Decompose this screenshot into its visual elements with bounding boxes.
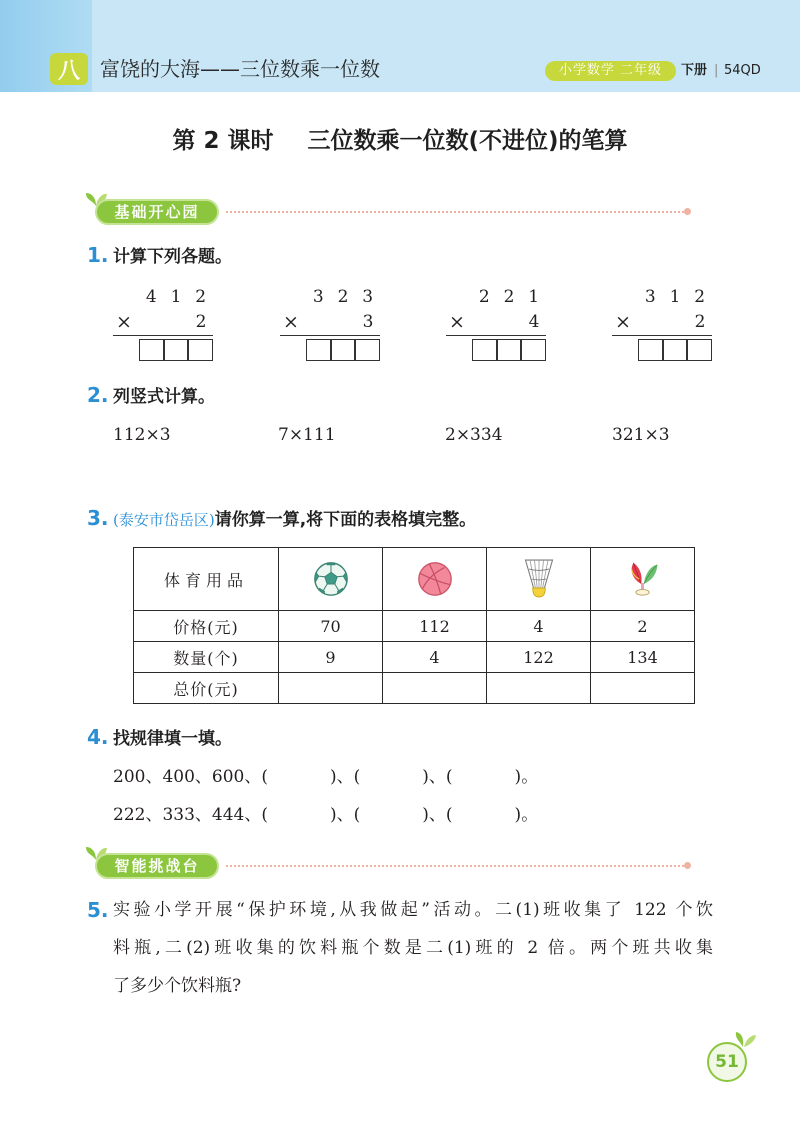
edition-code: 54QD xyxy=(724,63,761,78)
expression: 2×334 xyxy=(445,425,503,445)
multiplicand-digit: 2 xyxy=(195,287,207,307)
number-sequence xyxy=(113,803,538,827)
table-header-cell xyxy=(134,548,279,611)
expression: 321×3 xyxy=(612,425,670,445)
question-prompt: 请你算一算,将下面的表格填完整。 xyxy=(214,510,477,530)
multiplicand-digit: 2 xyxy=(503,287,515,307)
lesson-title xyxy=(0,123,800,159)
result-line xyxy=(280,335,380,336)
paren-close: ) xyxy=(329,767,337,787)
lesson-number: 第 2 课时 xyxy=(172,128,274,154)
unit-title: 富饶的大海——三位数乘一位数 xyxy=(100,57,380,81)
separator: 、 xyxy=(336,805,354,825)
multiplicand xyxy=(306,286,380,308)
answer-blank[interactable] xyxy=(360,768,422,788)
sequence-given: 222、333、444、 xyxy=(113,805,262,825)
expression: 7×111 xyxy=(278,425,336,445)
question-prompt: 列竖式计算。 xyxy=(113,387,215,407)
page-header xyxy=(0,0,800,92)
answer-box[interactable] xyxy=(187,339,213,361)
word-problem-line: 了多少个饮料瓶? xyxy=(113,976,242,996)
paren-open: ( xyxy=(261,805,268,825)
table-header-row xyxy=(134,548,695,611)
section-banner-challenge xyxy=(84,843,224,879)
answer-blank[interactable] xyxy=(268,806,330,826)
header-divider: | xyxy=(714,63,719,78)
multiplicand-digit: 2 xyxy=(694,287,706,307)
expression: 112×3 xyxy=(113,425,171,445)
total-price-cell[interactable] xyxy=(383,673,487,704)
section-banner-label: 智能挑战台 xyxy=(95,853,219,879)
multiplicand-digit: 3 xyxy=(362,287,374,307)
quantity-cell: 122 xyxy=(487,642,591,673)
paren-close: ) xyxy=(514,767,522,787)
quantity-row xyxy=(134,642,695,673)
question-source: (泰安市岱岳区) xyxy=(113,511,215,529)
question-number: 5. xyxy=(87,898,109,922)
multiplier-digit: 2 xyxy=(195,312,207,332)
separator: 、 xyxy=(428,805,446,825)
unit-badge: 八 xyxy=(50,53,88,85)
paren-open: ( xyxy=(445,805,453,825)
paren-open: ( xyxy=(445,767,453,787)
price-cell: 112 xyxy=(383,611,487,642)
paren-close: ) xyxy=(422,767,429,787)
answer-box[interactable] xyxy=(686,339,712,361)
answer-boxes xyxy=(472,339,546,361)
multiplicand-digit: 3 xyxy=(644,287,656,307)
multiplication-problem xyxy=(113,286,213,362)
header-label: 体育用品 xyxy=(163,570,248,590)
answer-box[interactable] xyxy=(139,339,165,361)
question-prompt: 找规律填一填。 xyxy=(113,729,232,749)
lesson-topic: 三位数乘一位数(不进位)的笔算 xyxy=(307,128,628,154)
jianzi-icon xyxy=(624,558,662,600)
row-label-price xyxy=(134,611,279,642)
answer-box[interactable] xyxy=(306,339,332,361)
total-price-cell[interactable] xyxy=(591,673,695,704)
separator: 、 xyxy=(428,767,446,787)
paren-close: ) xyxy=(514,805,522,825)
answer-box[interactable] xyxy=(472,339,498,361)
answer-box[interactable] xyxy=(163,339,189,361)
end-mark: 。 xyxy=(521,767,539,787)
price-cell: 2 xyxy=(591,611,695,642)
multiplication-problem xyxy=(446,286,546,362)
question-4-heading xyxy=(87,724,232,750)
page-number: 51 xyxy=(707,1042,747,1082)
product-cell xyxy=(383,548,487,611)
answer-box[interactable] xyxy=(638,339,664,361)
question-number: 2. xyxy=(87,383,109,407)
series-label: 小学数学 二年级 xyxy=(545,61,676,81)
answer-boxes xyxy=(139,339,213,361)
row-label-quantity xyxy=(134,642,279,673)
question-number: 4. xyxy=(87,725,109,749)
row-label: 价格(元) xyxy=(173,617,239,637)
multiply-sign: × xyxy=(615,311,631,333)
word-problem-line: 实验小学开展“保护环境,从我做起”活动。二(1)班收集了 122 个饮 xyxy=(113,900,713,920)
section-banner-basic xyxy=(84,189,224,225)
answer-blank[interactable] xyxy=(268,768,330,788)
row-label-total xyxy=(134,673,279,704)
row-label: 数量(个) xyxy=(173,648,239,668)
result-line xyxy=(446,335,546,336)
shuttlecock-icon xyxy=(521,557,557,601)
product-cell xyxy=(487,548,591,611)
total-price-cell[interactable] xyxy=(487,673,591,704)
sports-goods-table xyxy=(133,547,695,704)
multiplicand-digit: 1 xyxy=(528,287,540,307)
multiply-sign: × xyxy=(116,311,132,333)
paren-close: ) xyxy=(329,805,337,825)
row-label: 总价(元) xyxy=(173,679,239,699)
multiplicand-digit: 3 xyxy=(312,287,324,307)
multiplication-problem xyxy=(280,286,380,362)
basketball-icon xyxy=(416,560,454,598)
question-2-heading xyxy=(87,382,215,408)
dotted-divider xyxy=(226,211,684,213)
multiply-sign: × xyxy=(449,311,465,333)
result-line xyxy=(612,335,712,336)
quantity-cell: 134 xyxy=(591,642,695,673)
divider-end-dot xyxy=(684,862,691,869)
price-row xyxy=(134,611,695,642)
quantity-cell: 9 xyxy=(279,642,383,673)
volume-label: 下册 xyxy=(681,63,708,78)
multiplicand-digit: 2 xyxy=(337,287,349,307)
paren-open: ( xyxy=(261,767,268,787)
answer-box[interactable] xyxy=(354,339,380,361)
quantity-cell: 4 xyxy=(383,642,487,673)
answer-boxes xyxy=(306,339,380,361)
product-cell xyxy=(591,548,695,611)
multiplier-digit: 2 xyxy=(694,312,706,332)
section-banner-label: 基础开心园 xyxy=(95,199,219,225)
multiplicand-digit: 2 xyxy=(478,287,490,307)
answer-box[interactable] xyxy=(662,339,688,361)
multiplicand xyxy=(472,286,546,308)
question-3-heading xyxy=(87,505,476,531)
separator: 、 xyxy=(336,767,354,787)
price-cell: 4 xyxy=(487,611,591,642)
answer-box[interactable] xyxy=(330,339,356,361)
answer-blank[interactable] xyxy=(453,806,515,826)
answer-blank[interactable] xyxy=(360,806,422,826)
multiplication-problem xyxy=(612,286,712,362)
multiplicand xyxy=(638,286,712,308)
soccer-ball-icon xyxy=(312,560,350,598)
question-prompt: 计算下列各题。 xyxy=(113,247,232,267)
paren-open: ( xyxy=(353,767,361,787)
multiplicand-digit: 1 xyxy=(669,287,681,307)
paren-open: ( xyxy=(353,805,361,825)
question-1-heading xyxy=(87,242,232,268)
dotted-divider xyxy=(226,865,684,867)
answer-boxes xyxy=(638,339,712,361)
multiplicand-digit: 4 xyxy=(145,287,157,307)
total-price-cell[interactable] xyxy=(279,673,383,704)
question-number: 3. xyxy=(87,506,109,530)
multiplier-digit: 4 xyxy=(528,312,540,332)
end-mark: 。 xyxy=(521,805,539,825)
result-line xyxy=(113,335,213,336)
sequence-given: 200、400、600、 xyxy=(113,767,262,787)
multiplier-digit: 3 xyxy=(362,312,374,332)
multiplicand xyxy=(139,286,213,308)
price-cell: 70 xyxy=(279,611,383,642)
answer-box[interactable] xyxy=(496,339,522,361)
paren-close: ) xyxy=(422,805,429,825)
product-cell xyxy=(279,548,383,611)
word-problem-line: 料瓶,二(2)班收集的饮料瓶个数是二(1)班的 2 倍。两个班共收集 xyxy=(113,938,713,958)
total-price-row xyxy=(134,673,695,704)
question-number: 1. xyxy=(87,243,109,267)
answer-box[interactable] xyxy=(520,339,546,361)
answer-blank[interactable] xyxy=(453,768,515,788)
multiplicand-digit: 1 xyxy=(170,287,182,307)
multiply-sign: × xyxy=(283,311,299,333)
number-sequence xyxy=(113,765,538,789)
divider-end-dot xyxy=(684,208,691,215)
